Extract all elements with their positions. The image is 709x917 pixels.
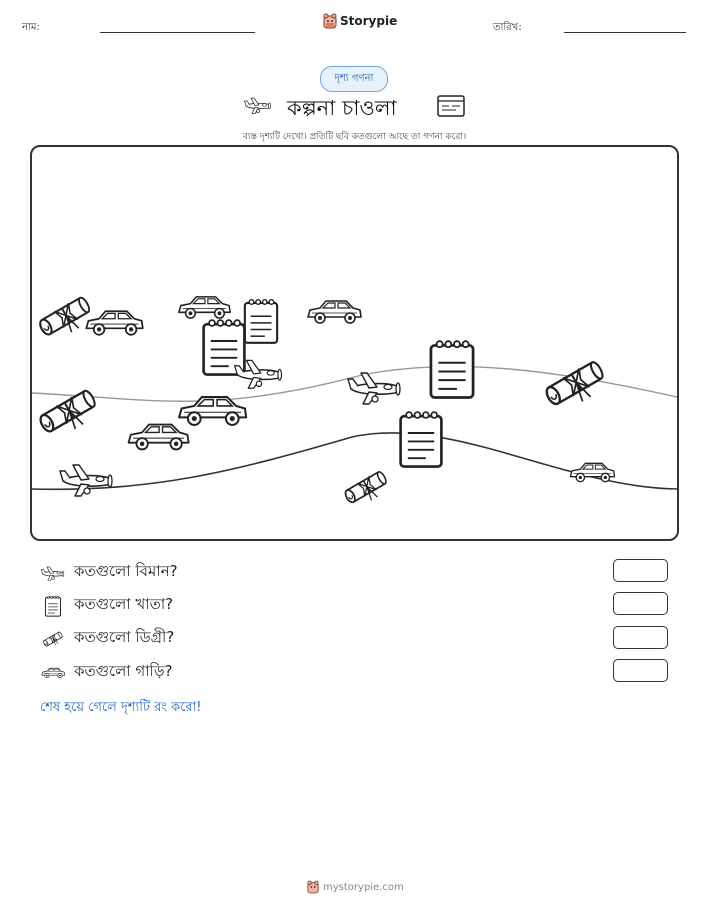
question-row [40, 626, 174, 651]
footer-url[interactable]: mystorypie.com [323, 881, 404, 893]
storypie-mascot-icon [323, 13, 337, 29]
worksheet-type-badge: দৃশ্য গণনা [320, 66, 388, 92]
diploma-icon [37, 295, 96, 344]
car-icon [179, 297, 230, 318]
date-input-line[interactable] [564, 32, 686, 33]
airplane-icon [40, 563, 66, 583]
car-icon [570, 463, 614, 481]
coloring-note: শেষ হয়ে গেলে দৃশ্যটি রং করো! [40, 700, 202, 715]
counting-scene [30, 145, 679, 541]
answer-box[interactable] [613, 626, 668, 649]
name-label: নাম: [22, 22, 40, 33]
airplane-icon [348, 373, 400, 404]
chalkboard-icon [436, 94, 466, 118]
diploma-icon [40, 628, 66, 650]
footer [307, 880, 404, 894]
diploma-icon [343, 470, 391, 511]
brand-name: Storypie [340, 14, 398, 28]
answer-box[interactable] [613, 659, 668, 682]
question-row [40, 560, 178, 585]
diploma-icon [37, 388, 102, 442]
notebook-icon [40, 595, 66, 617]
answer-box[interactable] [613, 559, 668, 582]
car-icon [86, 311, 143, 334]
airplane-icon [243, 93, 273, 117]
notebook-icon [245, 300, 277, 343]
question-text: কতগুলো ডিগ্রী? [74, 628, 175, 646]
question-text: কতগুলো বিমান? [74, 562, 178, 580]
page-title: কল্পনা চাওলা [287, 96, 397, 120]
question-row [40, 660, 173, 685]
date-label: তারিখ: [493, 22, 522, 33]
car-icon [308, 301, 361, 323]
car-icon [40, 664, 66, 682]
brand-logo [323, 13, 397, 29]
airplane-icon [60, 465, 112, 496]
diploma-icon [543, 359, 610, 415]
notebook-icon [401, 412, 442, 466]
question-text: কতগুলো গাড়ি? [74, 662, 173, 680]
scene-canvas [32, 147, 677, 539]
instructions: ব্যস্ত দৃশ্যটি দেখো। প্রতিটি ছবি কতগুলো আছে তা গণনা করো। [242, 132, 467, 142]
answer-box[interactable] [613, 592, 668, 615]
car-icon [129, 425, 189, 450]
name-input-line[interactable] [100, 32, 255, 33]
storypie-mascot-icon [307, 880, 319, 894]
question-row [40, 593, 173, 618]
notebook-icon [431, 341, 473, 397]
question-text: কতগুলো খাতা? [74, 595, 174, 613]
